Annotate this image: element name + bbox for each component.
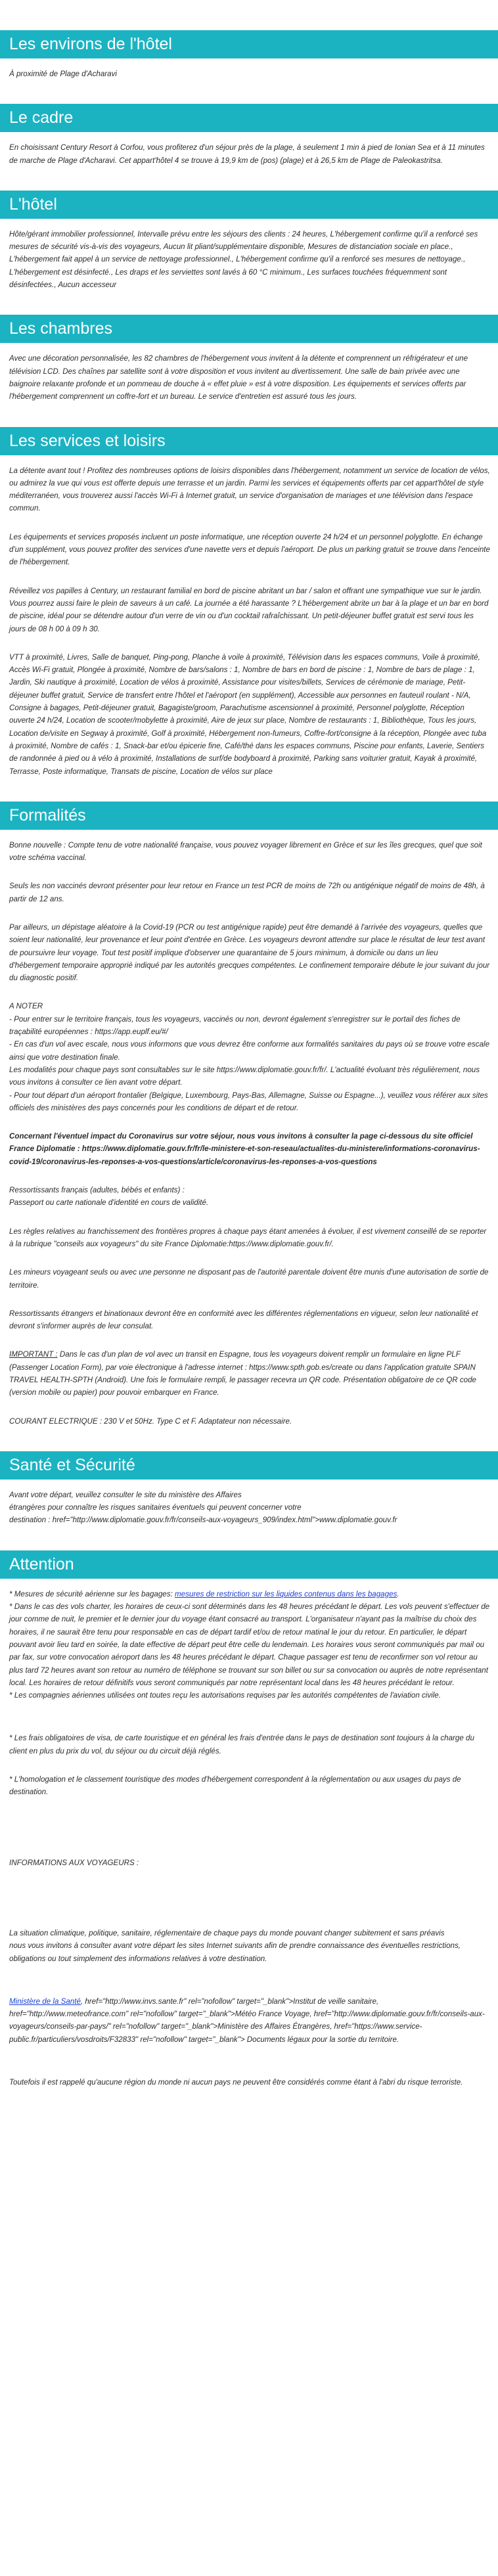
ressortissants-francais bbox=[9, 1184, 490, 1209]
formalites-paragraph: Ressortissants étrangers et binationaux devront être en conformité avec les différentes réglementations en vigueur, selon leur nationalité et devront s'informer auprès de leur consulat. bbox=[9, 1309, 478, 1331]
informations-voyageurs-heading: INFORMATIONS AUX VOYAGEURS : bbox=[9, 1858, 139, 1867]
formalites-note bbox=[9, 1000, 490, 1114]
section-title: Santé et Sécurité bbox=[0, 1451, 498, 1480]
note-line: - Pour entrer sur le territoire français, tous les voyageurs, vaccinés ou non, devront également s'enregistrer sur le portail des fiches de traçabilité européennes : https://app.euplf.eu/#/ bbox=[9, 1014, 461, 1037]
charter-flights-text: * Dans le cas des vols charter, les horaires de ceux-ci sont déterminés dans les 48 heures précédant le départ. Les vols peuvent s'effectuer de jour comme de nuit, le premier et le dernier jour du voyage étant consacré au transport. L'organisateur n'ayant pas la maîtrise du choix des horaires, il ne saurait être tenu pour responsable en cas de départ tardif et/ou de retour matinal le jour du retour. En particulier, le départ pouvant avoir lieu tard en soirée, la date effective de départ peut être celle du lendemain. Les horaires vous seront communiqués par mail ou par fax, sur votre convocation aéroport dans les 48 heures précédant le départ. Chaque passager est tenu de reconfirmer son vol retour au plus tard 72 heures avant son retour au numéro de téléphone se trouvant sur son billet ou sur sa convocation ou auprès de notre représentant local. Les horaires de retour définitifs vous seront communiqués par notre représentant local dans les 48 heures précédant le retour. bbox=[9, 1602, 490, 1687]
services-amenities-list: VTT à proximité, Livres, Salle de banquet, Ping-pong, Planche à voile à proximité, Télévision dans les espaces communs, Voile à proximité, Accès Wi-Fi gratuit, Plongée à proximité, Nombre de bars/salons : 1, Nombre de bars en bord de piscine : 1, Nombre de bars de plage : 1, Jardin, Ski nautique à proximité, Location de vélos à proximité, Assistance pour visites/billets, Services de cérémonie de mariage, Petit-déjeuner buffet gratuit, Service de transfert entre l'hôtel et l'aéroport (en supplément), Accessible aux personnes en fauteuil roulant - N/A, Consigne à bagages, Petit-déjeuner gratuit, Bagagiste/groom, Parachutisme ascensionnel à proximité, Personnel polyglotte, Réception ouverte 24 h/24, Location de scooter/mobylette à proximité, Aire de jeux sur place, Nombre de restaurants : 1, Bibliothèque, Tous les jours, Location de/visite en Segway à proximité, Golf à proximité, Hébergement non-fumeurs, Coffre-fort/consigne à la réception, Plongée avec tuba à proximité, Nombre de cafés : 1, Snack-bar et/ou épicerie fine, Café/thé dans les espaces communs, Piscine pour enfants, Laverie, Sentiers de randonnée à pied ou à vélo à proximité, Installations de surf/de bodyboard à proximité, Parking sans voiturier gratuit, Kayak à proximité, Terrasse, Poste informatique, Transats de piscine, Location de vélos sur place bbox=[9, 652, 487, 776]
note-line: Les modalités pour chaque pays sont consultables sur le site https://www.diplomatie.gouv.fr/fr/. L'actualité évoluant très régulièrement, nous vous invitons à consulter ce lien avant votre départ. bbox=[9, 1065, 480, 1087]
useful-links bbox=[9, 1995, 490, 2046]
sante-text bbox=[9, 1489, 490, 1527]
section-environs bbox=[0, 30, 498, 80]
section-title: Formalités bbox=[0, 802, 498, 830]
important-text: Dans le cas d'un plan de vol avec un transit en Espagne, tous les voyageurs doivent remplir un formulaire en ligne PLF (Passenger Location Form), par voie électronique à l'adresse internet : https://www.spth.gob.es/create ou dans l'application gratuite SPAIN TRAVEL HEALTH-SPTH (Android). Une fois le formulaire rempli, le passager recevra un QR code. Présentation obligatoire de ce QR code (version mobile ou papier) pour pouvoir embarquer en France. bbox=[9, 1350, 476, 1397]
ministere-sante-link[interactable]: Ministère de la Santé bbox=[9, 1997, 81, 2006]
useful-links-text: , href="http://www.invs.sante.fr" rel="nofollow" target="_blank">Institut de veille sanitaire, href="http://www.meteofrance.com" rel="nofollow" target="_blank">Météo France Voyage, href="http://www.diplomatie.gouv.fr/fr/conseils-aux-voyageurs/conseils-par-pays/" rel="nofollow" target="_blank">Ministère des Affaires Étrangères, href="https://www.service-public.fr/particuliers/vosdroits/F32833" rel="nofollow" target="_blank"> Documents légaux pour la sortie du territoire. bbox=[9, 1997, 485, 2044]
note-heading: A NOTER bbox=[9, 1002, 43, 1011]
services-paragraph: Les équipements et services proposés incluent un poste informatique, une réception ouverte 24 h/24 et un personnel polyglotte. En échange d'un supplément, vous pouvez profiter des services d'une navette vers et depuis l'aéroport. De plus un parking gratuit se trouve dans l'enceinte de l'hébergement. bbox=[9, 532, 490, 567]
sante-line: étrangères pour connaître les risques sanitaires éventuels qui peuvent concerner votre bbox=[9, 1503, 302, 1512]
punctuation: . bbox=[397, 1589, 399, 1598]
formalites-paragraph: Par ailleurs, un dépistage aléatoire à la Covid-19 (PCR ou test antigénique rapide) peut être demandé à l'arrivée des voyageurs, quelles que soient leur nationalité, leur provenance et leur point d'entrée en Grèce. Les voyageurs devront attendre sur place le résultat de leur test avant de poursuivre leur voyage. Tout test positif implique d'observer une quarantaine de 5 jours minimum, à domicile ou dans un lieu d'hébergement temporaire approprié indiqué par les autorités grecques compétentes. Le confinement temporaire débute le jour suivant du jour du diagnostic positif. bbox=[9, 922, 490, 983]
services-paragraph: Réveillez vos papilles à Century, un restaurant familial en bord de piscine abritant un bar / salon et offrant une sympathique vue sur le jardin. Vous pourrez aussi faire le plein de saveurs à un café. La journée a été harassante ? L'hébergement abrite un bar à la plage et un bar en bord de piscine, idéal pour se détendre autour d'un verre de vin ou d'un cocktail rafraîchissant. Un petit-déjeuner buffet gratuit est servi tous les jours de 08 h 00 à 09 h 30. bbox=[9, 586, 489, 633]
section-title: L'hôtel bbox=[0, 191, 498, 219]
formalites-paragraph: Seuls les non vaccinés devront présenter pour leur retour en France un test PCR de moins de 72h ou antigénique négatif de moins de 48h, à partir de 12 ans. bbox=[9, 882, 485, 903]
attention-paragraph: * L'homologation et le classement touristique des modes d'hébergement correspondent à la réglementation ou aux usages du pays de destination. bbox=[9, 1775, 461, 1797]
info-line: La situation climatique, politique, sanitaire, réglementaire de chaque pays du monde pouvant changer subitement et sans préavis bbox=[9, 1928, 445, 1937]
note-line: - Pour tout départ d'un aéroport frontalier (Belgique, Luxembourg, Pays-Bas, Allemagne, Suisse ou Espagne...), veuillez vous référer aux sites officiels des ministères des pays concernés pour les conditions de départ et de retour. bbox=[9, 1091, 488, 1112]
section-formalites bbox=[0, 802, 498, 1428]
important-label: IMPORTANT : bbox=[9, 1350, 58, 1359]
formalites-paragraph: Les mineurs voyageant seuls ou avec une personne ne disposant pas de l'autorité parentale doivent être munis d'une autorisation de sortie de territoire. bbox=[9, 1268, 489, 1290]
section-title: Les chambres bbox=[0, 315, 498, 343]
section-chambres bbox=[0, 315, 498, 403]
section-title: Le cadre bbox=[0, 104, 498, 132]
ressortissants-text: Passeport ou carte nationale d'identité en cours de validité. bbox=[9, 1198, 209, 1208]
attention-paragraph: * Les frais obligatoires de visa, de carte touristique et en général les frais d'entrée dans le pays de destination sont toujours à la charge du client en plus du prix du vol, du séjour ou du circuit déjà réglés. bbox=[9, 1734, 474, 1755]
informations-voyageurs-text bbox=[9, 1927, 490, 1965]
coronavirus-notice: Concernant l'éventuel impact du Coronavirus sur votre séjour, nous vous invitons à consulter la page ci-dessous du site officiel France Diplomatie : https://www.diplomatie.gouv.fr/fr/le-ministere-et-son-reseau/actualites-du-ministere/informations-coronavirus-covid-19/coronavirus-les-reponses-a-vos-questions/article/coronavirus-les-reponses-a-vos-questions bbox=[9, 1132, 480, 1166]
hotel-text: Hôte/gérant immobilier professionnel, Intervalle prévu entre les séjours des clients : 24 heures, L'hébergement confirme qu'il a renforcé ses mesures de sécurité vis-à-vis des voyageurs, Aucun lit pliant/supplémentaire disponible, Mesures de distanciation sociale en place., L'hébergement fait appel à un service de nettoyage professionnel., L'hébergement confirme qu'il a renforcé ses mesures de nettoyage., L'hébergement est désinfecté., Les draps et les serviettes sont lavés à 60 °C minimum., Les surfaces touchées fréquemment sont désinfectées., Aucun accesseur bbox=[9, 229, 478, 290]
environs-text: À proximité de Plage d'Acharavi bbox=[9, 70, 117, 78]
section-services bbox=[0, 427, 498, 778]
sante-line: destination : href="http://www.diplomatie.gouv.fr/fr/conseils-aux-voyageurs_909/index.html">www.diplomatie.gouv.fr bbox=[9, 1516, 397, 1525]
attention-paragraph bbox=[9, 1588, 490, 1702]
liquids-restriction-link[interactable]: mesures de restriction sur les liquides contenus dans les bagages bbox=[174, 1589, 397, 1598]
section-title: Les services et loisirs bbox=[0, 427, 498, 455]
formalites-paragraph: Bonne nouvelle : Compte tenu de votre nationalité française, vous pouvez voyager librement en Grèce et sur les îles grecques, quel que soit votre schéma vaccinal. bbox=[9, 840, 482, 863]
section-cadre bbox=[0, 104, 498, 167]
baggage-security-text: * Mesures de sécurité aérienne sur les bagages: bbox=[9, 1589, 175, 1598]
important-notice bbox=[9, 1348, 490, 1399]
section-title: Les environs de l'hôtel bbox=[0, 30, 498, 58]
section-hotel bbox=[0, 191, 498, 291]
courant-electrique: COURANT ELECTRIQUE : 230 V et 50Hz. Type C et F. Adaptateur non nécessaire. bbox=[9, 1416, 292, 1426]
airlines-text: * Les compagnies aériennes utilisées ont toutes reçu les autorisations requises par les autorités compétentes de l'aviation civile. bbox=[9, 1691, 441, 1700]
info-line: nous vous invitons à consulter avant votre départ les sites Internet suivants afin de prendre connaissance des éventuelles restrictions, obligations ou tout simplement des informations relatives à votre destination. bbox=[9, 1941, 461, 1963]
formalites-paragraph: Les règles relatives au franchissement des frontières propres à chaque pays étant amenées à évoluer, il est vivement conseillé de se reporter à la rubrique "conseils aux voyageurs" du site France Diplomatie:https://www.diplomatie.gouv.fr/. bbox=[9, 1227, 487, 1248]
section-title: Attention bbox=[0, 1550, 498, 1579]
section-sante bbox=[0, 1451, 498, 1527]
section-attention bbox=[0, 1550, 498, 2089]
note-line: - En cas d'un vol avec escale, nous vous informons que vous devrez être conforme aux formalités sanitaires du pays où se trouve votre escale ainsi que votre destination finale. bbox=[9, 1040, 490, 1062]
chambres-text: Avec une décoration personnalisée, les 82 chambres de l'hébergement vous invitent à la détente et comprennent un réfrigérateur et une télévision LCD. Des chaînes par satellite sont à votre disposition et vous invitent au divertissement. Une salle de bain privée avec une baignoire relaxante profonde et un pommeau de douche à « effet pluie » est à votre disposition. Les équipements et services offerts par l'hébergement comprennent un coffre-fort et un bureau. Le service d'entretien est assuré tous les jours. bbox=[9, 354, 468, 401]
terrorism-notice: Toutefois il est rappelé qu'aucune région du monde ni aucun pays ne peuvent être considérés comme étant à l'abri du risque terroriste. bbox=[9, 2078, 463, 2087]
cadre-text: En choisissant Century Resort à Corfou, vous profiterez d'un séjour près de la plage, à seulement 1 min à pied de Ionian Sea et à 11 minutes de marche de Plage d'Acharavi. Cet appart'hôtel 4 se trouve à 19,9 km de (pos) (plage) et à 26,5 km de Plage de Paleokastritsa. bbox=[9, 143, 485, 165]
sante-line: Avant votre départ, veuillez consulter le site du ministère des Affaires bbox=[9, 1490, 242, 1499]
services-paragraph: La détente avant tout ! Profitez des nombreuses options de loisirs disponibles dans l'hébergement, notamment un service de location de vélos, ou admirez la vue qui vous est offerte depuis une terrasse et un jardin. Parmi les services et équipements offerts par cet appart'hôtel de style méditerranéen, vous trouverez aussi l'accès Wi-Fi à Internet gratuit, un service d'organisation de mariages et une télévision dans l'espace commun. bbox=[9, 466, 490, 513]
ressortissants-heading: Ressortissants français (adultes, bébés et enfants) : bbox=[9, 1186, 185, 1195]
